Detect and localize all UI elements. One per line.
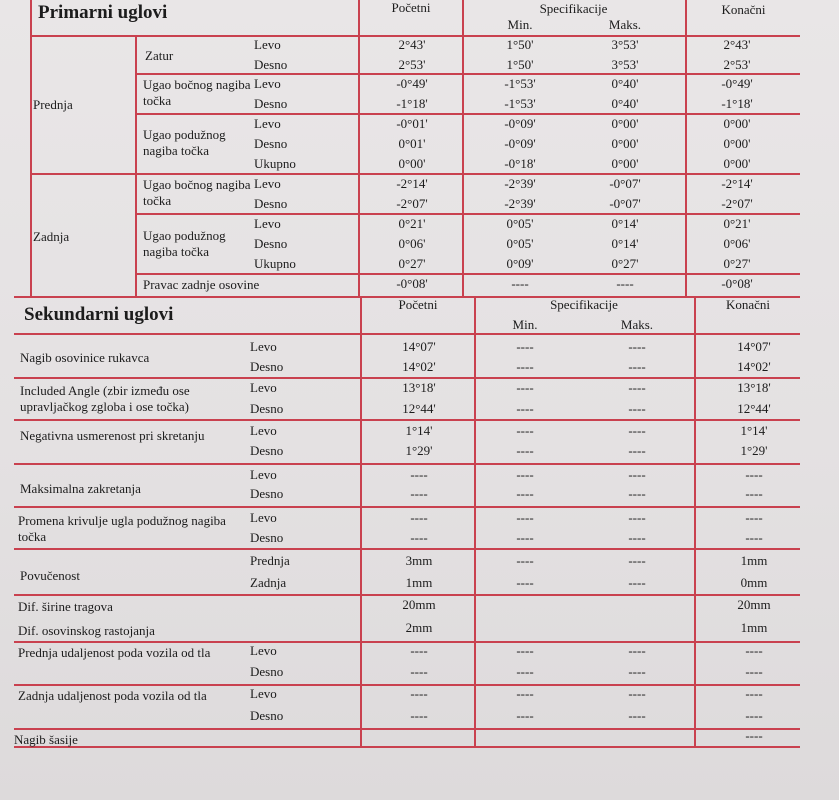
param-dif-sirine: Dif. širine tragova [18, 599, 113, 614]
secondary-value-min: ---- [516, 553, 534, 568]
secondary-value-pocetni: ---- [410, 686, 428, 701]
secondary-value-maks: ---- [628, 467, 646, 482]
secondary-value-pocetni: ---- [410, 510, 428, 525]
primary-value-pocetni: -2°07' [396, 196, 428, 211]
side-levo: Levo [250, 380, 277, 395]
grid-line [358, 0, 360, 297]
secondary-value-konacni: ---- [745, 510, 763, 525]
secondary-col-konacni: Konačni [725, 297, 771, 312]
primary-value-konacni: -1°18' [721, 96, 753, 111]
primary-value-pocetni: 0°00' [398, 156, 426, 171]
primary-value-konacni: 0°06' [723, 236, 751, 251]
side-desno: Desno [254, 236, 288, 251]
primary-value-min: -1°53' [504, 96, 536, 111]
primary-value-min: 1°50' [506, 37, 534, 52]
primary-value-pocetni: 2°53' [398, 57, 426, 72]
grid-line [14, 463, 800, 465]
param-povucenost: Povučenost [20, 568, 80, 583]
side-levo: Levo [250, 339, 277, 354]
secondary-value-konacni: 12°44' [737, 401, 771, 416]
side-desno: Desno [254, 96, 288, 111]
primary-col-min: Min. [507, 17, 533, 32]
grid-line [14, 594, 800, 596]
secondary-value-maks: ---- [628, 339, 646, 354]
secondary-col-maks: Maks. [620, 317, 654, 332]
param-negativna-usmerenost: Negativna usmerenost pri skretanju [20, 428, 205, 443]
secondary-value-maks: ---- [628, 486, 646, 501]
side-desno: Desno [250, 443, 284, 458]
primary-value-konacni: -2°07' [721, 196, 753, 211]
secondary-value-konacni: 14°07' [737, 339, 771, 354]
param-maksimalna-zakretanja: Maksimalna zakretanja [20, 481, 141, 496]
primary-value-maks: 0°00' [611, 156, 639, 171]
side-levo: Levo [254, 116, 281, 131]
side-levo: Levo [254, 176, 281, 191]
secondary-value-maks: ---- [628, 530, 646, 545]
secondary-value-konacni: 1mm [740, 553, 768, 568]
side-levo: Levo [254, 216, 281, 231]
secondary-value-pocetni: 12°44' [402, 401, 436, 416]
side-desno: Desno [250, 401, 284, 416]
grid-line [360, 296, 362, 746]
secondary-value-pocetni: 3mm [405, 553, 433, 568]
primary-section-title: Primarni uglovi [38, 2, 168, 23]
primary-value-pocetni: -0°01' [396, 116, 428, 131]
side-ukupno: Ukupno [254, 156, 296, 171]
grid-line [14, 548, 800, 550]
grid-line [30, 173, 800, 175]
primary-col-konacni: Konačni [721, 2, 766, 17]
secondary-value-min: ---- [516, 664, 534, 679]
side-zadnja: Zadnja [250, 575, 287, 590]
secondary-value-min: ---- [516, 643, 534, 658]
secondary-value-konacni: ---- [745, 686, 763, 701]
primary-value-maks: 0°14' [611, 216, 639, 231]
secondary-col-pocetni: Početni [398, 297, 438, 312]
primary-value-maks: 0°40' [611, 76, 639, 91]
param-prednja-udaljenost: Prednja udaljenost poda vozila od tla [18, 645, 211, 660]
secondary-value-min: ---- [516, 359, 534, 374]
secondary-value-min: ---- [516, 423, 534, 438]
primary-value-min: 0°05' [506, 236, 534, 251]
secondary-value-konacni: ---- [745, 728, 763, 743]
secondary-value-konacni: ---- [745, 486, 763, 501]
primary-value-min: 0°05' [506, 216, 534, 231]
side-desno: Desno [250, 664, 284, 679]
secondary-value-pocetni: ---- [410, 530, 428, 545]
side-levo: Levo [250, 467, 277, 482]
grid-line [135, 73, 800, 75]
grid-line [135, 273, 800, 275]
side-prednja: Prednja [250, 553, 290, 568]
primary-value-pocetni: 0°01' [398, 136, 426, 151]
secondary-value-konacni: ---- [745, 467, 763, 482]
side-levo: Levo [250, 423, 277, 438]
primary-value-pocetni: -0°49' [396, 76, 428, 91]
primary-value-maks: 3°53' [611, 37, 639, 52]
primary-value-pocetni: -2°14' [396, 176, 428, 191]
secondary-value-maks: ---- [628, 510, 646, 525]
grid-line [14, 419, 800, 421]
primary-value-pocetni: 2°43' [398, 37, 426, 52]
secondary-value-maks: ---- [628, 401, 646, 416]
side-desno: Desno [250, 530, 284, 545]
grid-line [694, 296, 696, 746]
primary-col-specifikacije: Specifikacije [539, 1, 608, 16]
side-levo: Levo [250, 686, 277, 701]
secondary-value-konacni: 0mm [740, 575, 768, 590]
primary-value-min: -0°18' [504, 156, 536, 171]
secondary-value-pocetni: 1mm [405, 575, 433, 590]
grid-line [135, 113, 800, 115]
secondary-value-konacni: ---- [745, 664, 763, 679]
primary-value-maks: ---- [616, 276, 634, 291]
primary-value-konacni: 0°27' [723, 256, 751, 271]
param-pravac: Pravac zadnje osovine [143, 277, 260, 292]
param-zadnja-udaljenost: Zadnja udaljenost poda vozila od tla [18, 688, 207, 703]
secondary-value-maks: ---- [628, 575, 646, 590]
grid-line [135, 36, 137, 297]
side-ukupno: Ukupno [254, 256, 296, 271]
primary-value-min: -0°09' [504, 116, 536, 131]
primary-value-maks: 0°00' [611, 136, 639, 151]
secondary-col-min: Min. [512, 317, 538, 332]
secondary-value-min: ---- [516, 380, 534, 395]
secondary-value-konacni: 1mm [740, 620, 768, 635]
side-levo: Levo [254, 76, 281, 91]
grid-line [474, 296, 476, 746]
side-desno: Desno [250, 359, 284, 374]
param-dif-osovinskog: Dif. osovinskog rastojanja [18, 623, 155, 638]
primary-value-min: -2°39' [504, 176, 536, 191]
grid-line [14, 728, 800, 730]
primary-value-maks: 0°40' [611, 96, 639, 111]
param-poduzni-front: Ugao podužnog nagiba točka [143, 127, 226, 158]
secondary-value-pocetni: 1°29' [405, 443, 433, 458]
primary-value-pocetni: -1°18' [396, 96, 428, 111]
primary-value-min: -2°39' [504, 196, 536, 211]
primary-value-maks: -0°07' [609, 196, 641, 211]
secondary-value-pocetni: ---- [410, 486, 428, 501]
primary-value-konacni: 2°53' [723, 57, 751, 72]
primary-value-maks: 0°14' [611, 236, 639, 251]
secondary-value-konacni: 13°18' [737, 380, 771, 395]
param-zatur: Zatur [145, 48, 174, 63]
primary-value-konacni: -2°14' [721, 176, 753, 191]
param-included-angle: Included Angle (zbir između ose upravljačkog zgloba i ose točka) [20, 383, 190, 414]
primary-value-maks: 3°53' [611, 57, 639, 72]
grid-line [135, 213, 800, 215]
secondary-value-pocetni: ---- [410, 643, 428, 658]
param-nagib-osovinice: Nagib osovinice rukavca [20, 350, 150, 365]
side-levo: Levo [250, 643, 277, 658]
primary-value-konacni: 0°00' [723, 136, 751, 151]
secondary-value-maks: ---- [628, 443, 646, 458]
primary-value-min: -0°09' [504, 136, 536, 151]
grid-line [14, 506, 800, 508]
secondary-value-konacni: ---- [745, 708, 763, 723]
primary-value-maks: 0°00' [611, 116, 639, 131]
secondary-value-maks: ---- [628, 359, 646, 374]
primary-value-pocetni: 0°06' [398, 236, 426, 251]
secondary-value-maks: ---- [628, 553, 646, 568]
param-promena-krivulje: Promena krivulje ugla podužnog nagiba točka [18, 513, 226, 544]
secondary-value-min: ---- [516, 708, 534, 723]
primary-value-min: 1°50' [506, 57, 534, 72]
secondary-value-konacni: 20mm [737, 597, 771, 612]
grid-line [14, 377, 800, 379]
secondary-value-pocetni: 13°18' [402, 380, 436, 395]
secondary-value-min: ---- [516, 510, 534, 525]
secondary-value-konacni: ---- [745, 643, 763, 658]
side-desno: Desno [250, 708, 284, 723]
secondary-value-maks: ---- [628, 708, 646, 723]
side-levo: Levo [254, 37, 281, 52]
secondary-value-pocetni: ---- [410, 664, 428, 679]
secondary-value-min: ---- [516, 401, 534, 416]
primary-value-min: -1°53' [504, 76, 536, 91]
primary-value-pocetni: -0°08' [396, 276, 428, 291]
secondary-value-pocetni: 14°07' [402, 339, 436, 354]
secondary-value-pocetni: 1°14' [405, 423, 433, 438]
primary-value-konacni: 0°00' [723, 116, 751, 131]
secondary-value-pocetni: 20mm [402, 597, 436, 612]
secondary-col-specifikacije: Specifikacije [550, 297, 618, 312]
secondary-value-min: ---- [516, 467, 534, 482]
side-desno: Desno [254, 136, 288, 151]
grid-line [30, 0, 32, 297]
primary-value-konacni: 0°00' [723, 156, 751, 171]
secondary-value-konacni: 1°14' [740, 423, 768, 438]
secondary-value-min: ---- [516, 530, 534, 545]
primary-value-konacni: -0°08' [721, 276, 753, 291]
secondary-value-maks: ---- [628, 686, 646, 701]
side-desno: Desno [254, 57, 288, 72]
param-bocni-rear: Ugao bočnog nagiba točka [143, 177, 251, 208]
group-label-front: Prednja [33, 97, 73, 112]
side-desno: Desno [250, 486, 284, 501]
primary-value-konacni: -0°49' [721, 76, 753, 91]
primary-value-konacni: 0°21' [723, 216, 751, 231]
secondary-value-min: ---- [516, 486, 534, 501]
secondary-value-konacni: 1°29' [740, 443, 768, 458]
primary-value-pocetni: 0°27' [398, 256, 426, 271]
secondary-value-maks: ---- [628, 423, 646, 438]
side-desno: Desno [254, 196, 288, 211]
secondary-value-pocetni: 2mm [405, 620, 433, 635]
grid-line [14, 746, 800, 748]
secondary-value-maks: ---- [628, 664, 646, 679]
secondary-value-min: ---- [516, 686, 534, 701]
secondary-value-maks: ---- [628, 643, 646, 658]
primary-value-pocetni: 0°21' [398, 216, 426, 231]
primary-col-maks: Maks. [608, 17, 642, 32]
secondary-value-min: ---- [516, 575, 534, 590]
grid-line [462, 0, 464, 297]
secondary-section-title: Sekundarni uglovi [24, 304, 174, 325]
primary-value-maks: -0°07' [609, 176, 641, 191]
secondary-value-min: ---- [516, 443, 534, 458]
secondary-value-pocetni: ---- [410, 708, 428, 723]
param-bocni-front: Ugao bočnog nagiba točka [143, 77, 251, 108]
primary-value-min: ---- [511, 276, 529, 291]
secondary-value-maks: ---- [628, 380, 646, 395]
primary-value-min: 0°09' [506, 256, 534, 271]
secondary-value-konacni: ---- [745, 530, 763, 545]
primary-value-konacni: 2°43' [723, 37, 751, 52]
side-levo: Levo [250, 510, 277, 525]
primary-col-pocetni: Početni [391, 0, 431, 15]
grid-line [14, 333, 800, 335]
param-nagib-sasije: Nagib šasije [14, 732, 78, 747]
group-label-rear: Zadnja [33, 229, 70, 244]
secondary-value-konacni: 14°02' [737, 359, 771, 374]
param-poduzni-rear: Ugao podužnog nagiba točka [143, 228, 226, 259]
primary-value-maks: 0°27' [611, 256, 639, 271]
secondary-value-pocetni: 14°02' [402, 359, 436, 374]
secondary-value-pocetni: ---- [410, 467, 428, 482]
secondary-value-min: ---- [516, 339, 534, 354]
